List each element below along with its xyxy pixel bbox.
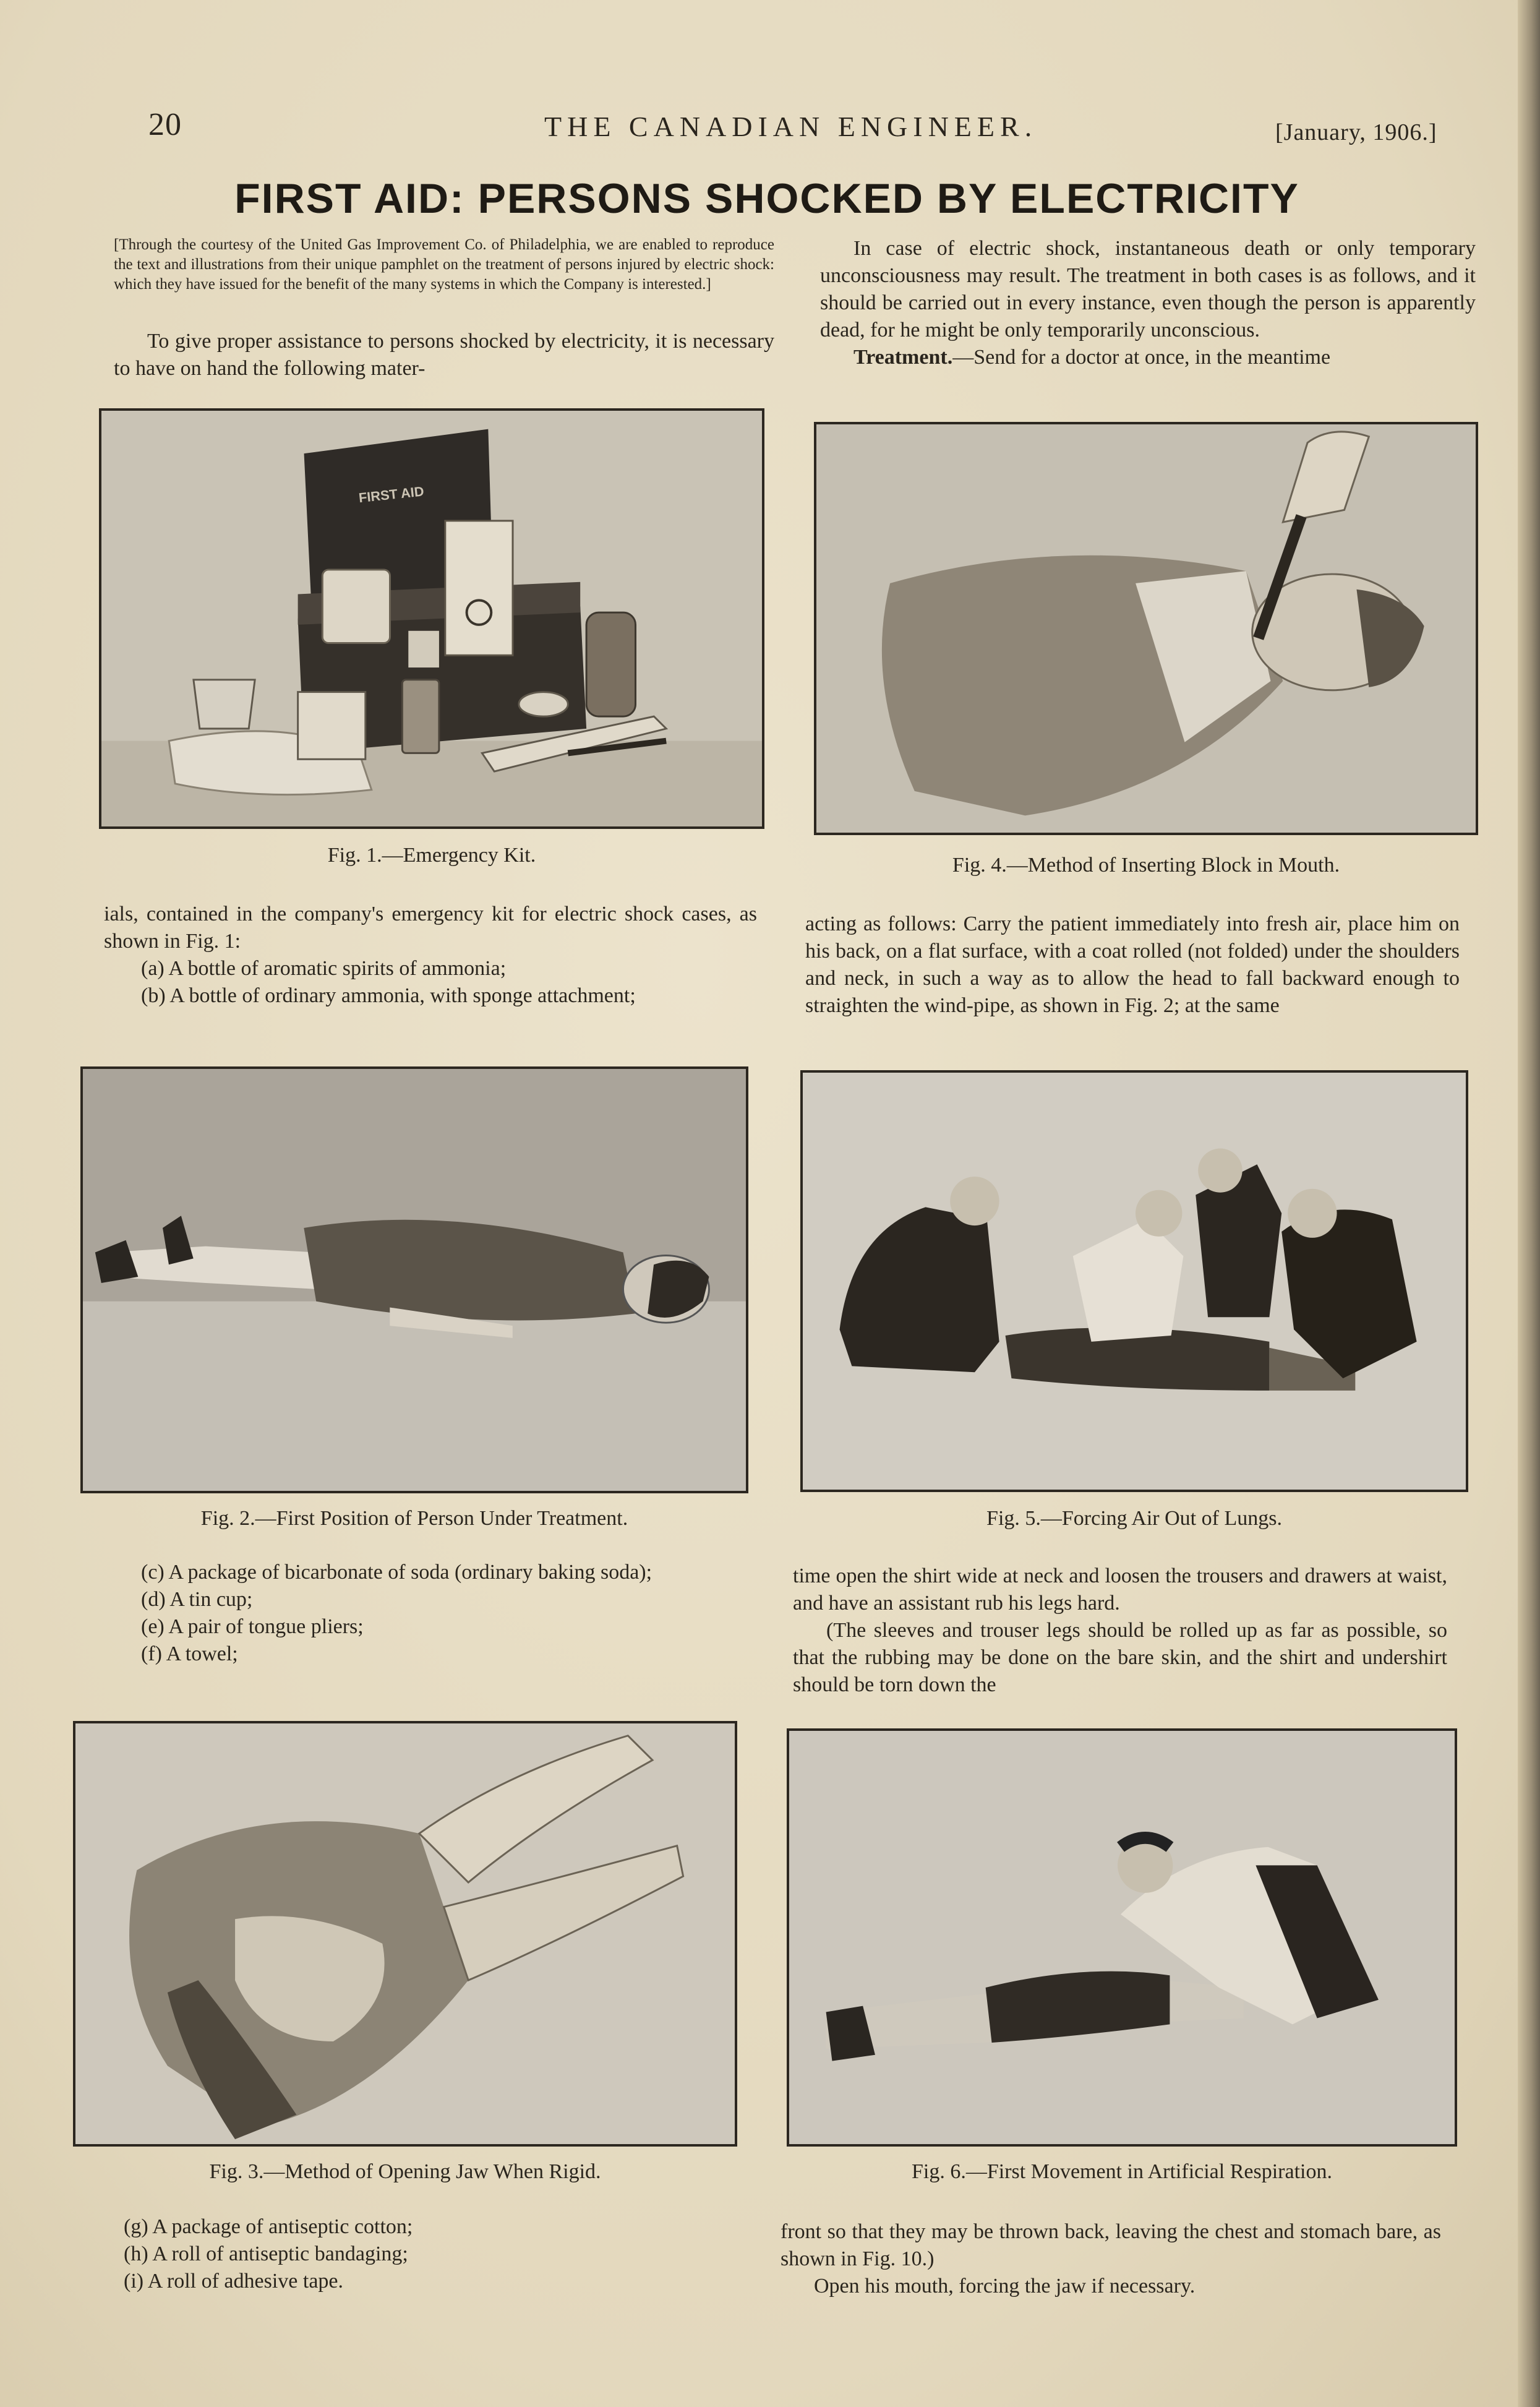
treatment-text: —Send for a doctor at once, in the meantime (952, 346, 1331, 369)
figure-5-image (800, 1070, 1468, 1492)
kit-list-3 (114, 2213, 745, 2295)
kit-lid-label: FIRST AID (357, 483, 425, 506)
figure-1-image (99, 408, 764, 829)
right-column-2 (805, 911, 1460, 1019)
figure-4-caption: Fig. 4.—Method of Inserting Block in Mouth. (952, 854, 1340, 877)
list-item-e: (e) A pair of tongue pliers; (141, 1615, 364, 1638)
treatment-paragraph (820, 344, 1476, 371)
list-item-b: (b) A bottle of ordinary ammonia, with sponge attachment; (141, 984, 636, 1007)
figure-5-caption: Fig. 5.—Forcing Air Out of Lungs. (986, 1507, 1282, 1530)
list-item-h: (h) A roll of antiseptic bandaging; (124, 2242, 408, 2265)
treatment-label: Treatment. (853, 346, 953, 369)
figure-1-caption: Fig. 1.—Emergency Kit. (327, 844, 536, 867)
intro-paragraph (114, 328, 774, 382)
kit-list-2 (104, 1559, 747, 1668)
figure-4-image (814, 422, 1478, 835)
figure-2-image (80, 1066, 748, 1493)
article-title: FIRST AID: PERSONS SHOCKED BY ELECTRICITY (234, 175, 1299, 222)
figure-3-image (73, 1721, 737, 2147)
figure-6-caption: Fig. 6.—First Movement in Artificial Respiration. (912, 2160, 1332, 2183)
editorial-note: [Through the courtesy of the United Gas Improvement Co. of Philadelphia, we are enabled to reproduce the text and illustrations from their unique pamphlet on the treatment of persons injured by electric shock: which they have issued for the benefit of the many systems in which the Company is interested.] (114, 236, 774, 293)
right-column-3 (793, 1563, 1447, 1699)
running-title: THE CANADIAN ENGINEER. (544, 111, 1038, 142)
list-item-c: (c) A package of bicarbonate of soda (ordinary baking soda); (141, 1561, 652, 1584)
list-item-d: (d) A tin cup; (141, 1588, 253, 1611)
list-item-i: (i) A roll of adhesive tape. (124, 2270, 344, 2293)
kit-list-1 (104, 901, 757, 1010)
right-column-4 (781, 2218, 1441, 2300)
open-mouth-paragraph: Open his mouth, forcing the jaw if necessary. (814, 2275, 1196, 2298)
shock-paragraph: In case of electric shock, instantaneous death or only temporary unconsciousness may result. The treatment in both cases is as follows, and it should be carried out in every instance, even though the person is apparently dead, for he might be only temporarily unconscious. (820, 237, 1476, 341)
page-number: 20 (148, 107, 182, 142)
list-item-g: (g) A package of antiseptic cotton; (124, 2215, 413, 2238)
page-binding-edge (1518, 0, 1540, 2407)
figure-2-caption: Fig. 2.—First Position of Person Under Treatment. (200, 1507, 628, 1530)
right-column-intro (820, 235, 1476, 371)
figure-6-image (787, 1728, 1457, 2147)
list-item-a: (a) A bottle of aromatic spirits of ammonia; (141, 957, 507, 980)
acting-paragraph: acting as follows: Carry the patient immediately into fresh air, place him on his back, on a flat surface, with a coat rolled (not folded) under the shoulders and neck, in such a way as to allow the head to fall backward enough to straighten the wind-pipe, as shown in Fig. 2; at the same (805, 912, 1460, 1017)
issue-date: [January, 1906.] (1275, 119, 1437, 145)
figure-3-caption: Fig. 3.—Method of Opening Jaw When Rigid. (209, 2160, 601, 2183)
loosen-paragraph: time open the shirt wide at neck and loosen the trousers and drawers at waist, and have an assistant rub his legs hard. (793, 1564, 1447, 1615)
intro-continuation: ials, contained in the company's emergency kit for electric shock cases, as shown in Fig. 1: (104, 903, 757, 953)
sleeves-paragraph: (The sleeves and trouser legs should be rolled up as far as possible, so that the rubbing may be done on the bare skin, and the shirt and undershirt should be torn down the (793, 1619, 1447, 1696)
intro-text: To give proper assistance to persons shocked by electricity, it is necessary to have on hand the following mater- (114, 330, 774, 380)
list-item-f: (f) A towel; (141, 1642, 238, 1665)
front-paragraph: front so that they may be thrown back, leaving the chest and stomach bare, as shown in Fig. 10.) (781, 2220, 1441, 2270)
